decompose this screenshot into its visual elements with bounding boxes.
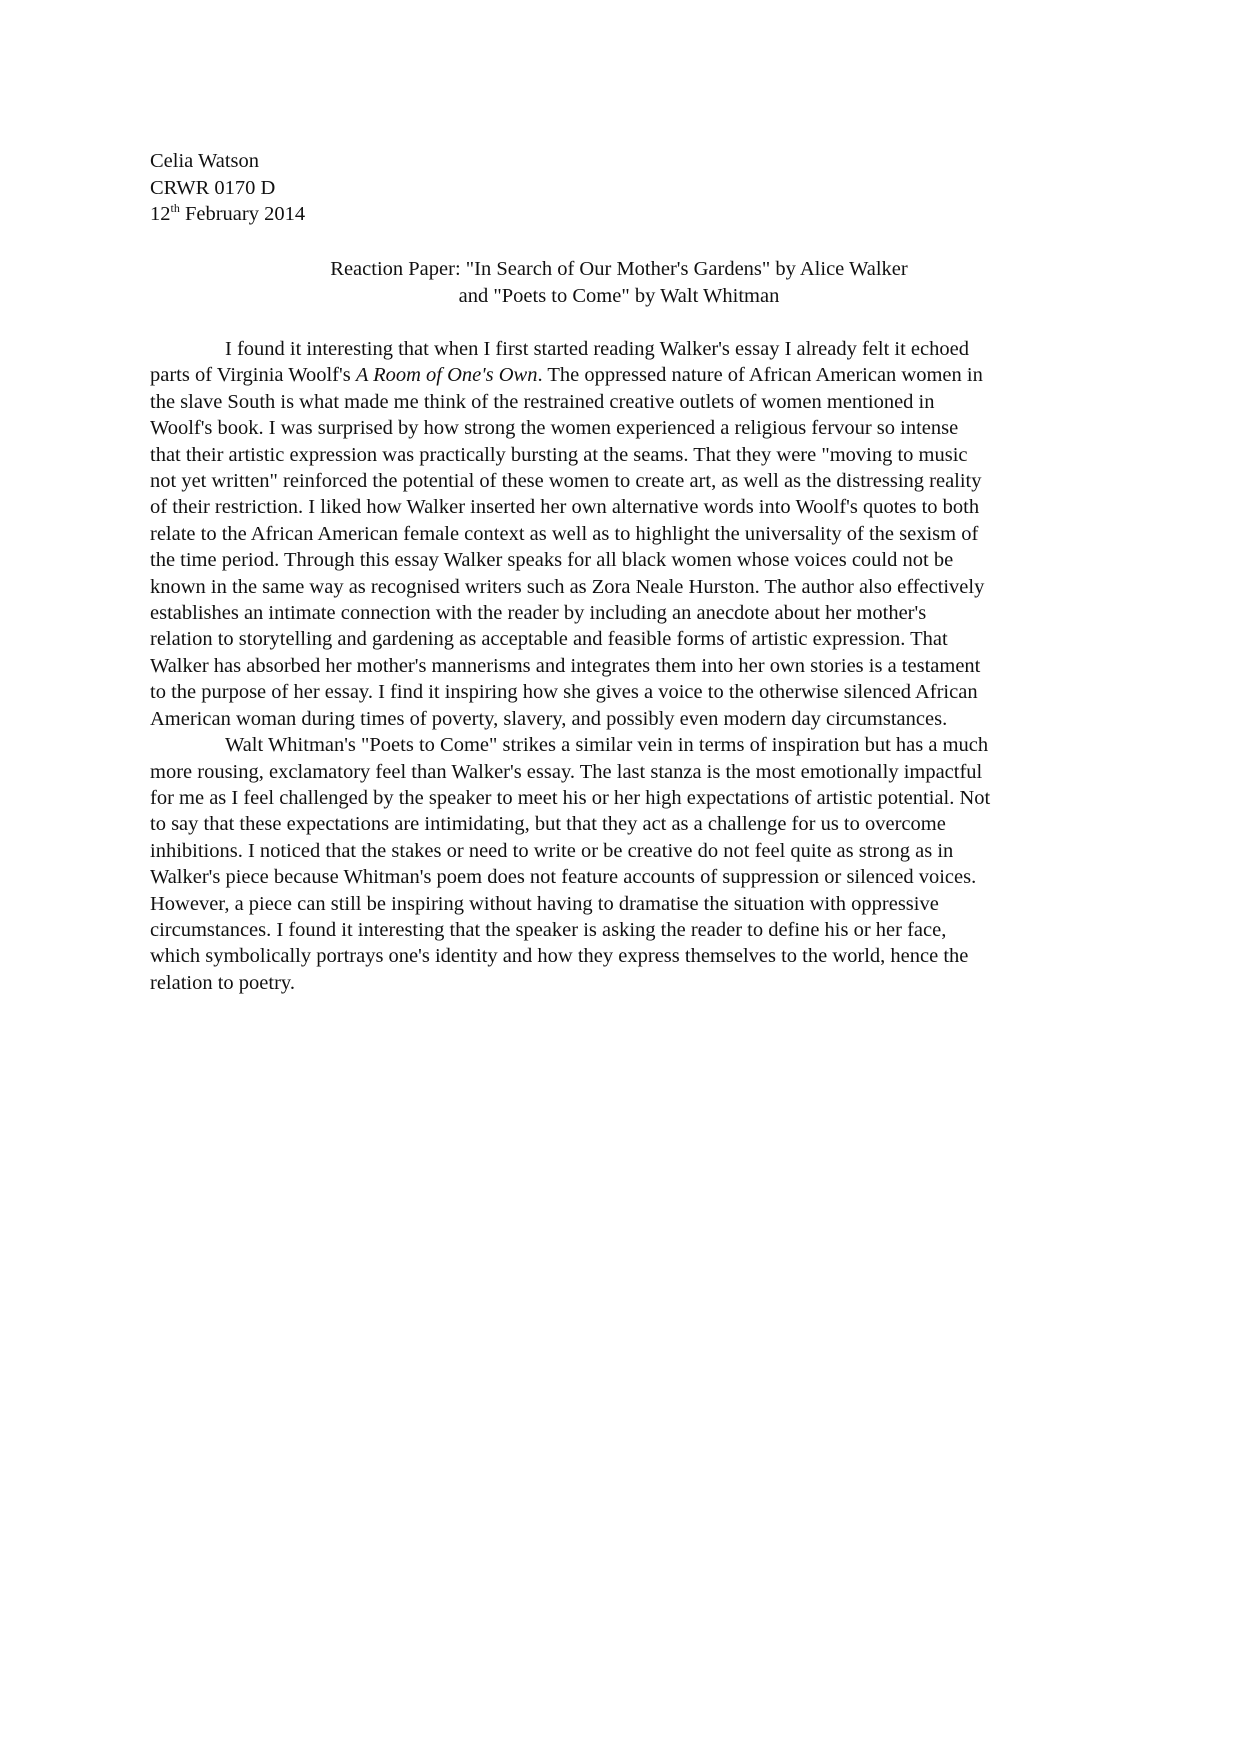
paragraph-1-line: I found it interesting that when I first started reading Walker's essay I already felt it echoed (225, 338, 969, 360)
paragraph-1-line: American woman during times of poverty, slavery, and possibly even modern day circumstances. (150, 707, 948, 730)
paragraph-1-line: Walker has absorbed her mother's mannerisms and integrates them into her own stories is a testament (150, 654, 981, 677)
paragraph-1-line: Woolf's book. I was surprised by how strong the women experienced a religious fervour so intense (150, 417, 959, 440)
text-run: . The oppressed nature of African American women in (537, 364, 983, 387)
submission-date (150, 201, 305, 228)
text-run: parts of Virginia Woolf's (150, 364, 356, 387)
paragraph-1-line: known in the same way as recognised writers such as Zora Neale Hurston. The author also effectively (150, 575, 985, 598)
paragraph-1-line: the time period. Through this essay Walker speaks for all black women whose voices could not be (150, 549, 954, 572)
paragraph-1-line: of their restriction. I liked how Walker inserted her own alternative words into Woolf's quotes to both (150, 496, 980, 519)
date-month-year: February 2014 (179, 203, 306, 225)
paper-title (150, 256, 1088, 309)
paragraph-2-line: for me as I feel challenged by the speaker to meet his or her high expectations of artistic potential. Not (150, 786, 991, 809)
paragraph-1 (150, 336, 1100, 732)
title-line-2: and "Poets to Come" by Walt Whitman (458, 284, 780, 307)
paragraph-2-line: to say that these expectations are intimidating, but that they act as a challenge for us to overcome (150, 813, 946, 836)
course-code: CRWR 0170 D (150, 176, 276, 199)
paragraph-2-line: relation to poetry. (150, 971, 295, 994)
paragraph-1-line: to the purpose of her essay. I find it inspiring how she gives a voice to the otherwise silenced African (150, 681, 978, 704)
date-ordinal-suffix: th (170, 201, 180, 215)
paragraph-2-line: However, a piece can still be inspiring without having to dramatise the situation with oppressive (150, 892, 939, 915)
paragraph-1-line: that their artistic expression was practically bursting at the seams. That they were "moving to music (150, 443, 968, 466)
paragraph-2-line: circumstances. I found it interesting that the speaker is asking the reader to define his or her face, (150, 918, 947, 941)
paragraph-2 (150, 732, 1100, 996)
essay-body (150, 336, 1100, 996)
paragraph-2-line: Walt Whitman's "Poets to Come" strikes a similar vein in terms of inspiration but has a much (225, 734, 989, 757)
paragraph-2-line: inhibitions. I noticed that the stakes or need to write or be creative do not feel quite as strong as in (150, 839, 954, 862)
paragraph-1-line: relation to storytelling and gardening as acceptable and feasible forms of artistic expression. That (150, 628, 948, 651)
book-title-italic: A Room of One's Own (355, 364, 538, 387)
paragraph-2-line: more rousing, exclamatory feel than Walker's essay. The last stanza is the most emotionally impactful (150, 760, 983, 783)
title-line-1: Reaction Paper: "In Search of Our Mother's Gardens" by Alice Walker (330, 258, 908, 280)
date-day: 12 (150, 203, 171, 225)
author-header (150, 148, 305, 228)
paragraph-1-line: not yet written" reinforced the potential of these women to create art, as well as the distressing reality (150, 470, 982, 493)
paragraph-1-line: the slave South is what made me think of the restrained creative outlets of women mentioned in (150, 390, 935, 413)
paragraph-1-line: establishes an intimate connection with the reader by including an anecdote about her mother's (150, 602, 927, 625)
paragraph-1-line: relate to the African American female context as well as to highlight the universality of the sexism of (150, 522, 979, 545)
paragraph-2-line: which symbolically portrays one's identity and how they express themselves to the world, hence the (150, 945, 969, 968)
author-name: Celia Watson (150, 150, 259, 172)
paragraph-2-line: Walker's piece because Whitman's poem does not feature accounts of suppression or silenced voices. (150, 866, 977, 889)
paragraph-1-line (150, 362, 1100, 388)
